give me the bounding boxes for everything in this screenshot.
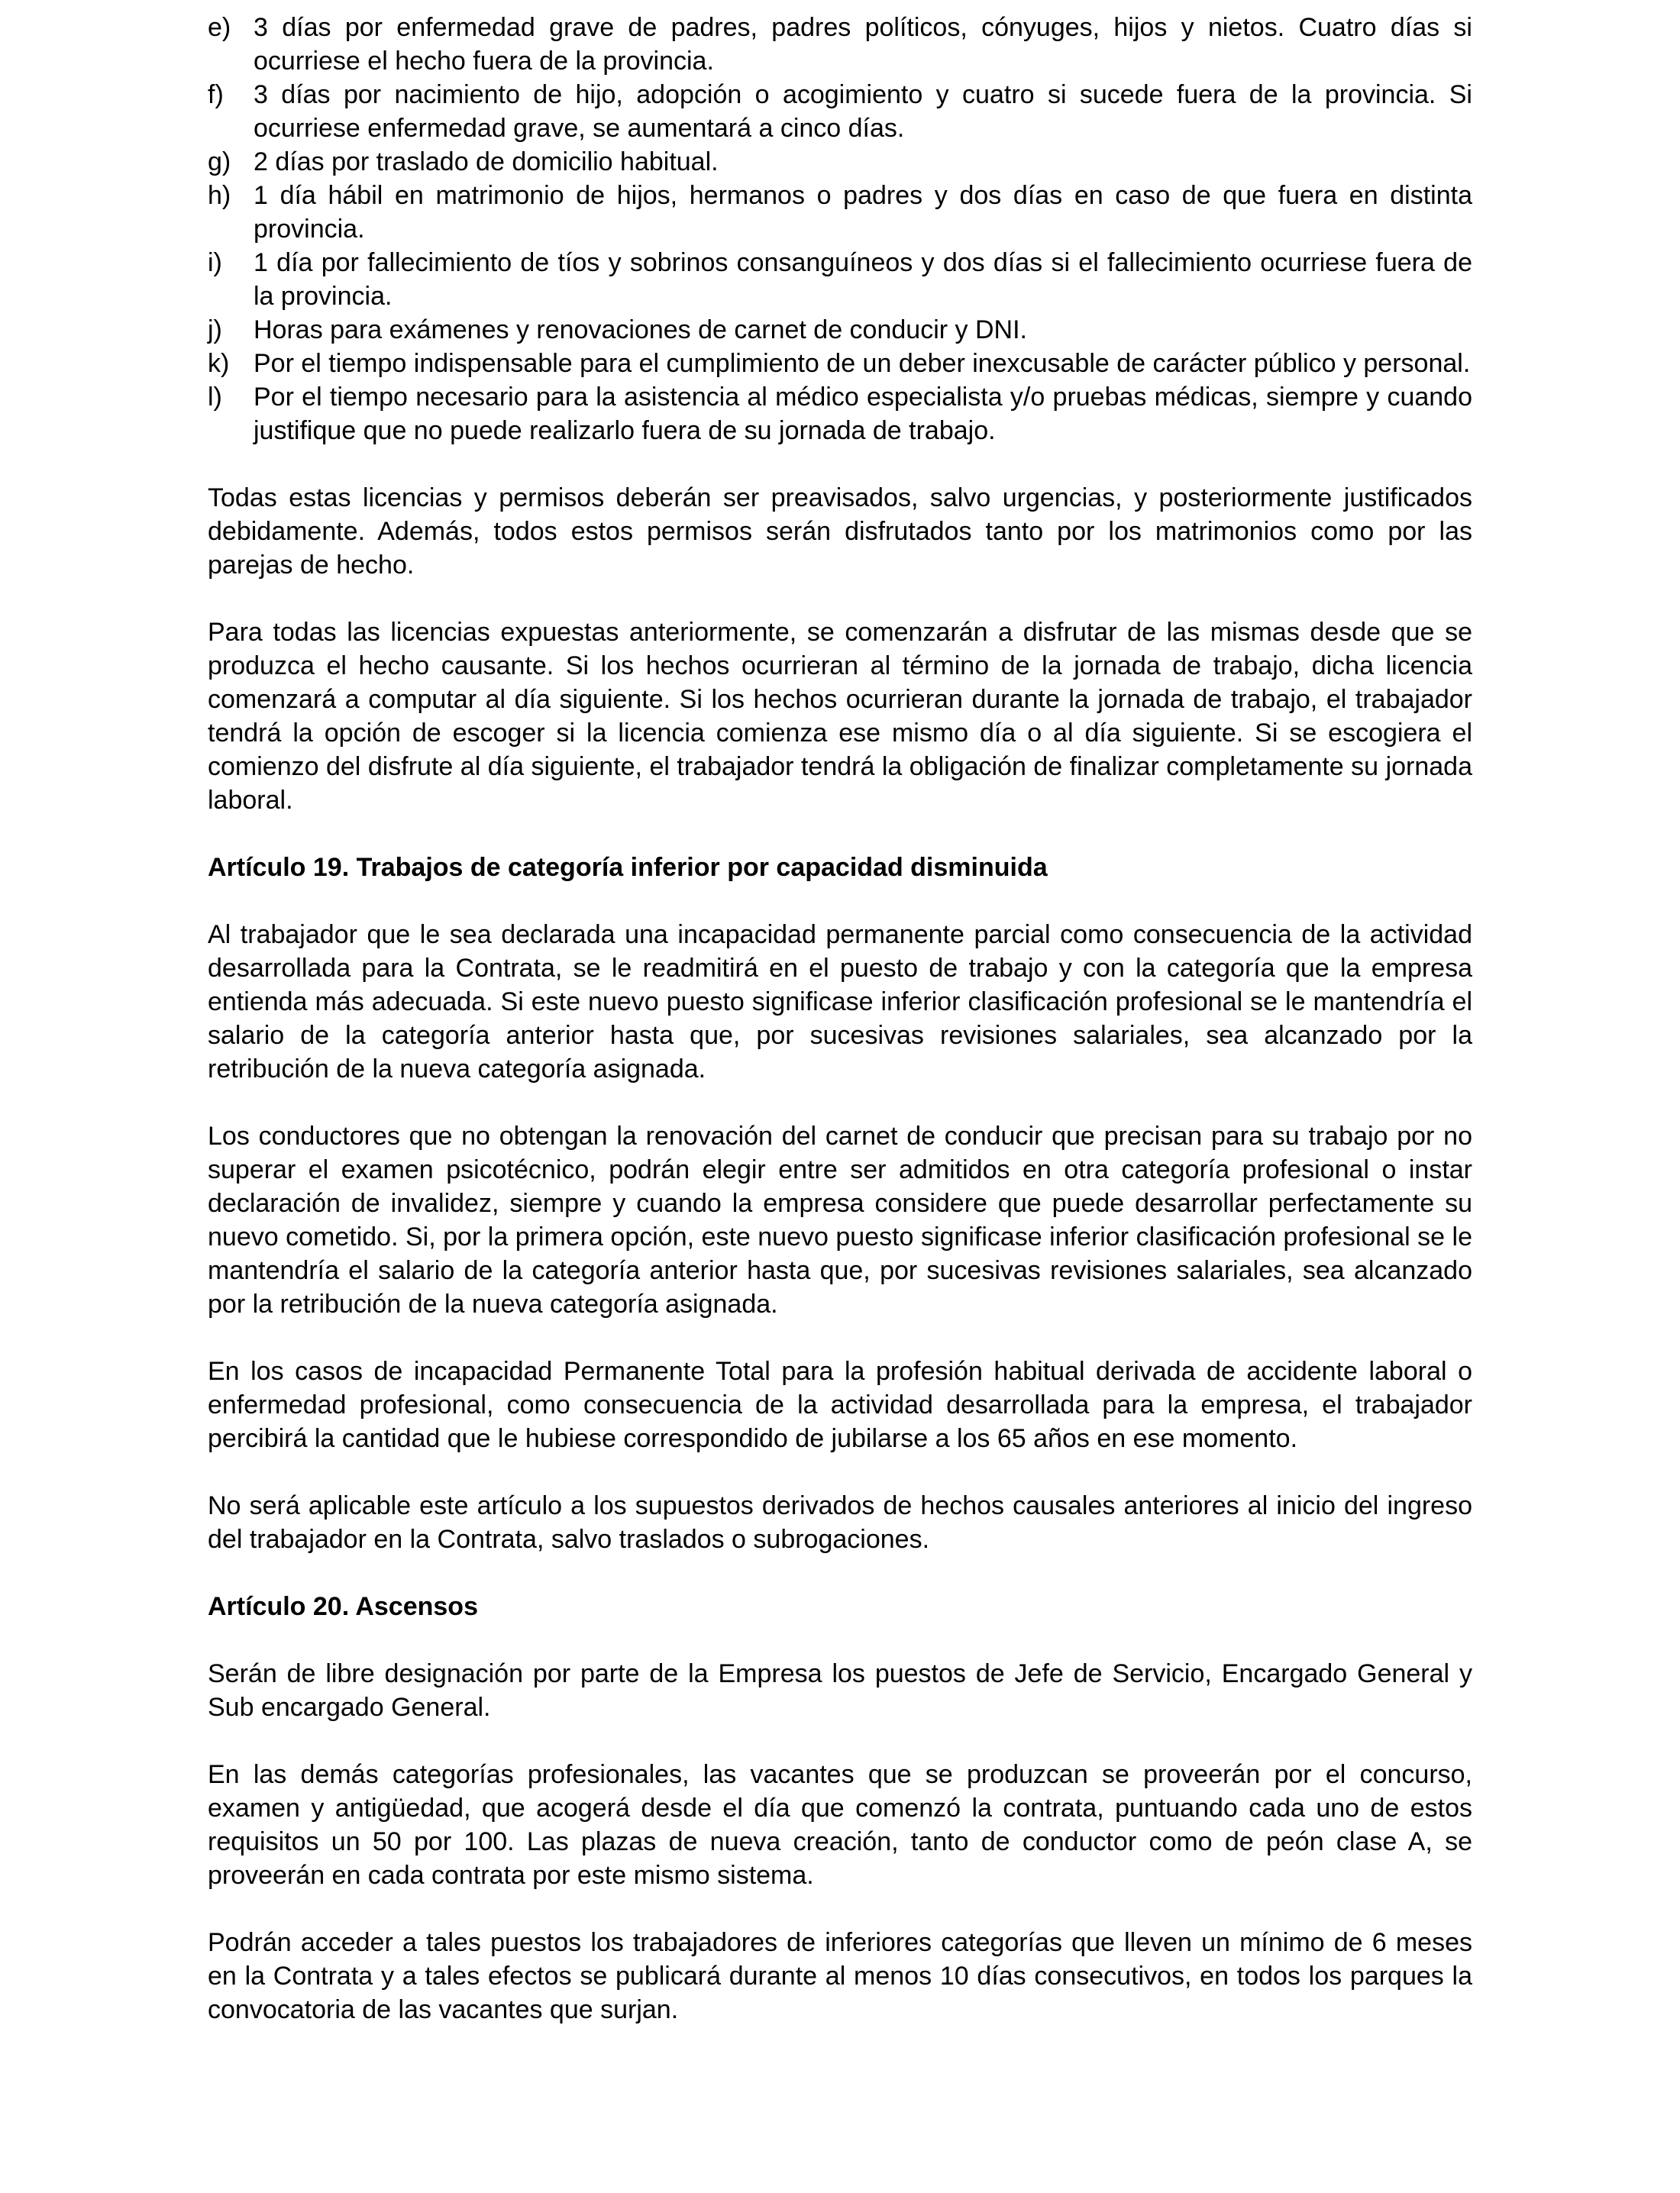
list-item — [208, 380, 1472, 447]
list-item — [208, 11, 1472, 78]
document-page — [208, 11, 1472, 2027]
list-text: Por el tiempo indispensable para el cumplimiento de un deber inexcusable de carácter público y personal. — [254, 349, 1471, 378]
list-item — [208, 347, 1472, 380]
article-19-paragraph: Los conductores que no obtengan la renovación del carnet de conducir que precisan para su trabajo por no superar el examen psicotécnico, podrán elegir entre ser admitidos en otra categoría profesional o instar declaración de invalidez, siempre y cuando la empresa considere que puede desarrollar perfectamente su nuevo cometido. Si, por la primera opción, este nuevo puesto significase inferior clasificación profesional se le mantendría el salario de la categoría anterior hasta que, por sucesivas revisiones salariales, sea alcanzado por la retribución de la nueva categoría asignada. — [208, 1122, 1472, 1319]
article-19-paragraph: En los casos de incapacidad Permanente Total para la profesión habitual derivada de accidente laboral o enfermedad profesional, como consecuencia de la actividad desarrollada para la empresa, el trabajador percibirá la cantidad que le hubiese correspondido de jubilarse a los 65 años en ese momento. — [208, 1357, 1472, 1453]
article-19-paragraph: No será aplicable este artículo a los supuestos derivados de hechos causales anteriores al inicio del ingreso del trabajador en la Contrata, salvo traslados o subrogaciones. — [208, 1491, 1472, 1554]
list-text: 3 días por enfermedad grave de padres, padres políticos, cónyuges, hijos y nietos. Cuatro días si ocurriese el hecho fuera de la provincia. — [254, 13, 1472, 76]
list-marker: j) — [208, 315, 222, 344]
list-item — [208, 145, 1472, 179]
article-20-paragraph: Serán de libre designación por parte de la Empresa los puestos de Jefe de Servicio, Encargado General y Sub encargado General. — [208, 1659, 1472, 1722]
paragraph-licenses-notice: Todas estas licencias y permisos deberán ser preavisados, salvo urgencias, y posteriormente justificados debidamente. Además, todos estos permisos serán disfrutados tanto por los matrimonios como por las parejas de hecho. — [208, 483, 1472, 580]
list-marker: i) — [208, 248, 222, 277]
list-text: 3 días por nacimiento de hijo, adopción o acogimiento y cuatro si sucede fuera de la provincia. Si ocurriese enfermedad grave, se aumentará a cinco días. — [254, 80, 1472, 143]
paragraph-licenses-start: Para todas las licencias expuestas anteriormente, se comenzarán a disfrutar de las mismas desde que se produzca el hecho causante. Si los hechos ocurrieran al término de la jornada de trabajo, dicha licencia comenzará a computar al día siguiente. Si los hechos ocurrieran durante la jornada de trabajo, el trabajador tendrá la opción de escoger si la licencia comienza ese mismo día o al día siguiente. Si se escogiera el comienzo del disfrute al día siguiente, el trabajador tendrá la obligación de finalizar completamente su jornada laboral. — [208, 618, 1472, 815]
article-19-paragraph: Al trabajador que le sea declarada una incapacidad permanente parcial como consecuencia de la actividad desarrollada para la Contrata, se le readmitirá en el puesto de trabajo y con la categoría que la empresa entienda más adecuada. Si este nuevo puesto significase inferior clasificación profesional se le mantendría el salario de la categoría anterior hasta que, por sucesivas revisiones salariales, sea alcanzado por la retribución de la nueva categoría asignada. — [208, 920, 1472, 1084]
list-item — [208, 246, 1472, 313]
list-text: Por el tiempo necesario para la asistencia al médico especialista y/o pruebas médicas, siempre y cuando justifique que no puede realizarlo fuera de su jornada de trabajo. — [254, 383, 1472, 445]
article-19-heading: Artículo 19. Trabajos de categoría inferior por capacidad disminuida — [208, 853, 1048, 882]
list-marker: h) — [208, 181, 231, 210]
article-20-paragraph: Podrán acceder a tales puestos los trabajadores de inferiores categorías que lleven un mínimo de 6 meses en la Contrata y a tales efectos se publicará durante al menos 10 días consecutivos, en todos los parques la convocatoria de las vacantes que surjan. — [208, 1928, 1472, 2024]
list-text: 2 días por traslado de domicilio habitual. — [254, 147, 719, 176]
list-text: 1 día hábil en matrimonio de hijos, hermanos o padres y dos días en caso de que fuera en distinta provincia. — [254, 181, 1472, 244]
list-item — [208, 179, 1472, 246]
article-20-paragraph: En las demás categorías profesionales, las vacantes que se produzcan se proveerán por el concurso, examen y antigüedad, que acogerá desde el día que comenzó la contrata, puntuando cada uno de estos requisitos un 50 por 100. Las plazas de nueva creación, tanto de conductor como de peón clase A, se proveerán en cada contrata por este mismo sistema. — [208, 1760, 1472, 1890]
article-20-heading: Artículo 20. Ascensos — [208, 1592, 478, 1621]
list-text: 1 día por fallecimiento de tíos y sobrinos consanguíneos y dos días si el fallecimiento ocurriese fuera de la provincia. — [254, 248, 1472, 311]
list-item — [208, 78, 1472, 145]
list-item — [208, 313, 1472, 347]
list-marker: e) — [208, 13, 231, 42]
list-text: Horas para exámenes y renovaciones de carnet de conducir y DNI. — [254, 315, 1027, 344]
list-marker: f) — [208, 80, 224, 109]
list-marker: k) — [208, 349, 230, 378]
list-marker: l) — [208, 383, 222, 412]
leave-list — [208, 11, 1472, 447]
list-marker: g) — [208, 147, 231, 176]
